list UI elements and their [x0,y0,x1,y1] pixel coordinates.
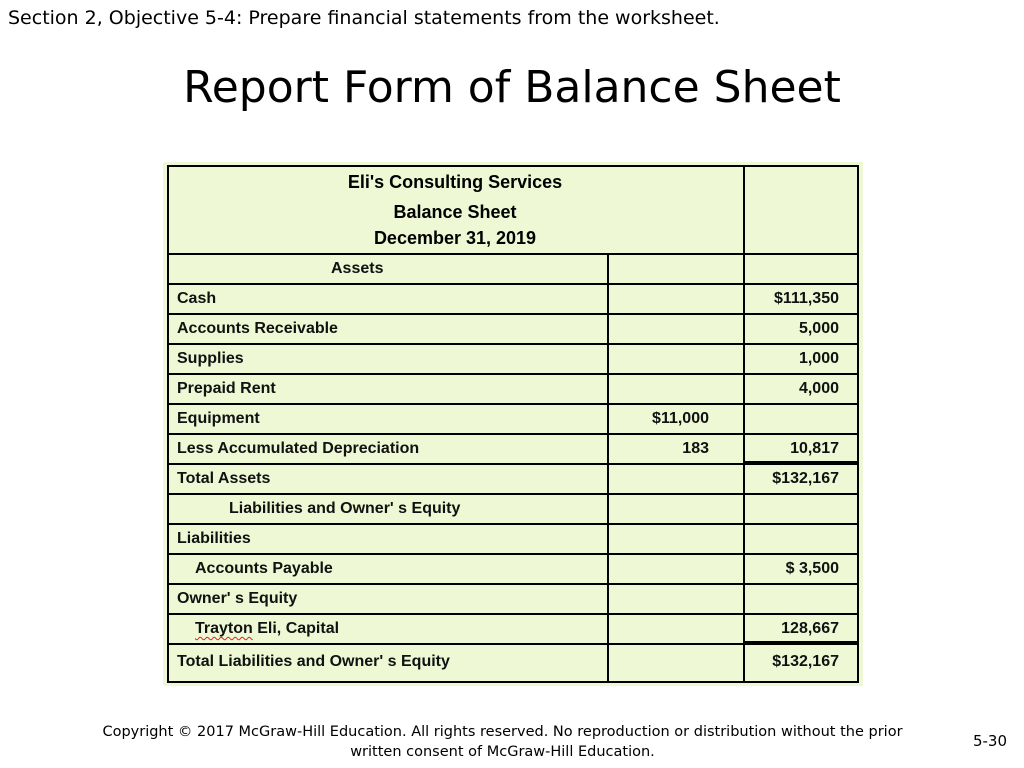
company-name: Eli's Consulting Services [347,172,563,192]
row-amount-supplies: 1,000 [798,350,839,367]
row-label-total-assets: Total Assets [177,470,271,487]
section-objective-title: Section 2, Objective 5-4: Prepare financial statements from the worksheet. [8,7,720,29]
page-number: 5-30 [972,732,1008,750]
row-label-total-liabilities-equity: Total Liabilities and Owner' s Equity [177,653,450,670]
row-label-cash: Cash [177,290,217,307]
balance-sheet-table [163,162,863,686]
statement-date: December 31, 2019 [373,228,537,248]
row-label-equipment: Equipment [177,410,260,427]
row-amount-total-assets: $132,167 [772,470,839,487]
slide-title: Report Form of Balance Sheet [183,62,841,113]
row-label-accumulated-depreciation: Less Accumulated Depreciation [177,440,420,457]
row-label-accounts-payable: Accounts Payable [195,560,333,577]
row-amount-capital: 128,667 [781,620,839,637]
liabilities-equity-heading: Liabilities and Owner' s Equity [229,500,461,517]
statement-name: Balance Sheet [393,202,517,222]
owners-equity-heading: Owner' s Equity [177,590,298,607]
row-label-supplies: Supplies [177,350,244,367]
row-label-prepaid-rent: Prepaid Rent [177,380,276,397]
table-grid [167,165,859,683]
row-amount-total-liabilities-equity: $132,167 [772,653,839,670]
copyright-notice: Copyright © 2017 McGraw-Hill Education. All rights reserved. No reproduction or distribution without the prior written consent of McGraw-Hill Education. [102,724,903,760]
row-mid-accumulated-depreciation: 183 [682,440,709,457]
row-amount-accounts-payable: $ 3,500 [785,560,839,577]
liabilities-heading: Liabilities [177,530,251,547]
row-amount-net-equipment: 10,817 [790,440,839,457]
assets-heading: Assets [331,260,384,277]
row-amount-accounts-receivable: 5,000 [798,320,839,337]
row-amount-cash: $111,350 [774,290,839,307]
row-amount-prepaid-rent: 4,000 [798,380,839,397]
row-mid-equipment: $11,000 [652,410,709,427]
row-label-accounts-receivable: Accounts Receivable [177,320,338,337]
row-label-capital: Trayton Eli, Capital [195,620,340,637]
